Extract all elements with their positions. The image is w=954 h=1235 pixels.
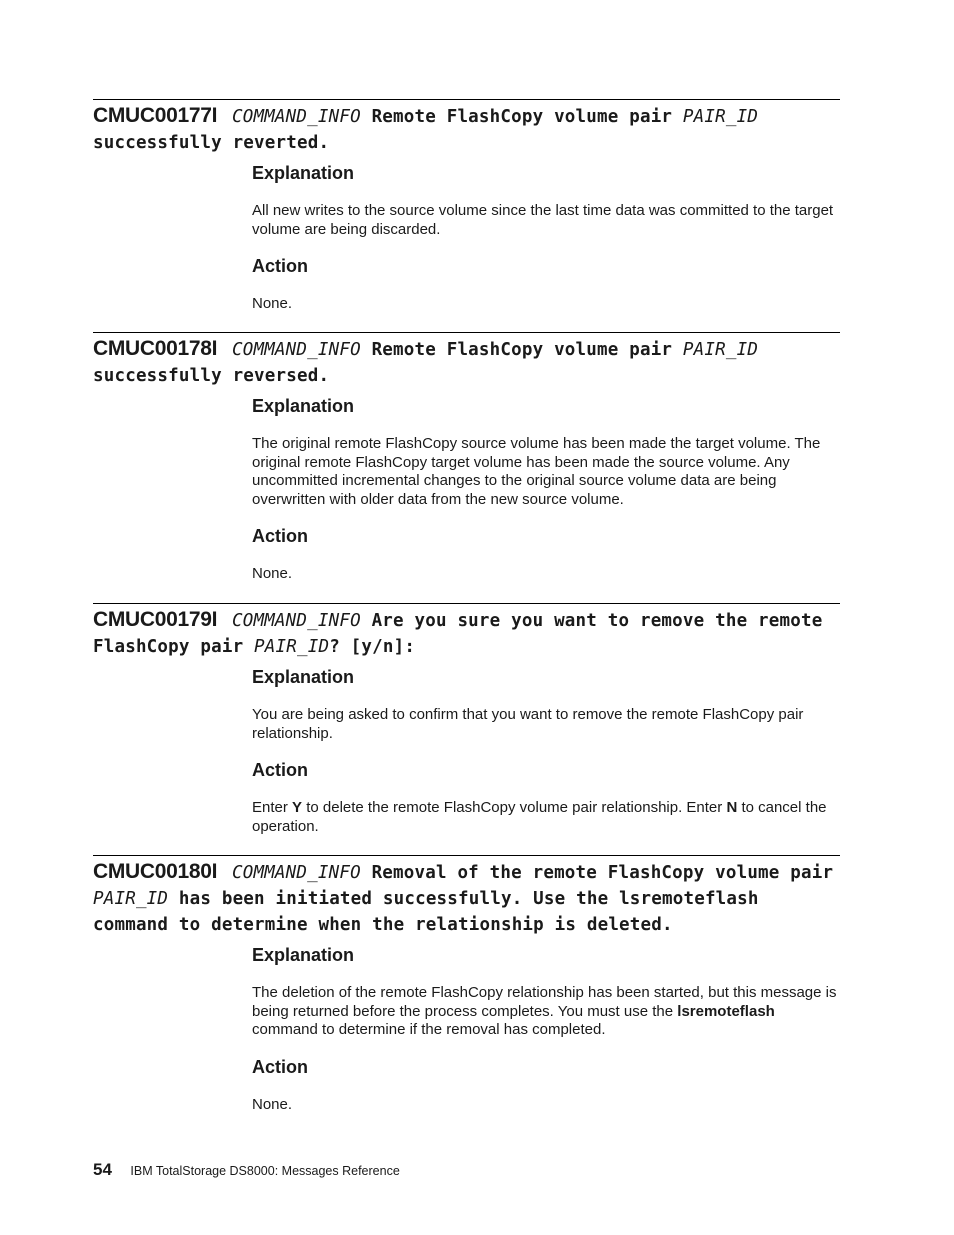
title-variable: COMMAND_INFO — [231, 611, 361, 631]
message-id: CMUC00180I — [93, 860, 218, 883]
message-body — [252, 666, 840, 836]
explanation-heading: Explanation — [252, 667, 355, 687]
explanation-text — [252, 706, 840, 743]
action-text — [252, 295, 840, 314]
message-body — [252, 944, 840, 1114]
action-heading: Action — [252, 760, 308, 781]
title-text: Removal of the remote FlashCopy volume pair — [360, 863, 834, 883]
message-body — [252, 162, 840, 314]
action-heading: Action — [252, 526, 308, 547]
title-variable: COMMAND_INFO — [231, 107, 361, 127]
message-title — [93, 604, 840, 660]
title-text: ? [y/n]: — [329, 637, 416, 657]
text-run: command to determine if the removal has completed. — [252, 1021, 606, 1039]
explanation-text — [252, 435, 840, 509]
action-heading: Action — [252, 1056, 308, 1077]
text-run: The original remote FlashCopy source volume has been made the target volume. The original remote FlashCopy target volume has been made the source volume. Any uncommitted incremental changes to the original source volume data are being overwritten with older data from the new source volume. — [252, 435, 821, 508]
message-title — [93, 333, 840, 389]
text-run: None. — [252, 295, 293, 313]
title-text: Remote FlashCopy volume pair — [360, 340, 683, 360]
title-text: has been initiated successfully. Use the lsremoteflash command to determine when the relationship is deleted. — [93, 889, 759, 935]
text-run: All new writes to the source volume since the last time data was committed to the target volume are being discarded. — [252, 202, 834, 238]
title-variable: PAIR_ID — [254, 637, 330, 657]
text-run: to cancel the operation. — [252, 799, 827, 835]
text-run: None. — [252, 565, 293, 583]
message-title — [93, 856, 840, 938]
key-y: Y — [292, 799, 303, 817]
explanation-heading: Explanation — [252, 396, 355, 416]
message-id: CMUC00177I — [93, 104, 218, 127]
message-id: CMUC00179I — [93, 608, 218, 631]
explanation-heading: Explanation — [252, 945, 355, 965]
action-text — [252, 565, 840, 584]
text-run: Enter — [252, 799, 293, 817]
book-title: IBM TotalStorage DS8000: Messages Reference — [130, 1164, 400, 1178]
text-run: to delete the remote FlashCopy volume pair relationship. Enter — [302, 799, 727, 817]
title-variable: PAIR_ID — [682, 340, 759, 360]
command-name: lsremoteflash — [677, 1002, 775, 1020]
title-text: successfully reverted. — [93, 133, 330, 153]
message-entry — [93, 603, 840, 836]
text-run: You are being asked to confirm that you want to remove the remote FlashCopy pair relationship. — [252, 706, 804, 742]
message-entry — [93, 99, 840, 314]
title-variable: PAIR_ID — [93, 889, 169, 909]
message-body — [252, 395, 840, 584]
action-text — [252, 1096, 840, 1115]
key-n: N — [726, 799, 738, 817]
page-number: 54 — [93, 1160, 112, 1179]
title-variable: PAIR_ID — [682, 107, 759, 127]
title-variable: COMMAND_INFO — [231, 863, 361, 883]
action-heading: Action — [252, 256, 308, 277]
page-footer — [93, 1160, 400, 1180]
title-text: successfully reversed. — [93, 366, 330, 386]
title-variable: COMMAND_INFO — [231, 340, 361, 360]
title-text: Remote FlashCopy volume pair — [360, 107, 683, 127]
message-id: CMUC00178I — [93, 337, 218, 360]
message-entry — [93, 855, 840, 1114]
action-text — [252, 799, 840, 836]
message-title — [93, 100, 840, 156]
explanation-text — [252, 984, 840, 1040]
text-run: None. — [252, 1095, 293, 1113]
text-run: The deletion of the remote FlashCopy relationship has been started, but this message is being returned before the process completes. You must use the — [252, 984, 837, 1020]
title-text: Are you sure you want to remove the remote FlashCopy pair — [93, 611, 823, 657]
explanation-heading: Explanation — [252, 163, 355, 183]
explanation-text — [252, 202, 840, 239]
message-entry — [93, 332, 840, 584]
